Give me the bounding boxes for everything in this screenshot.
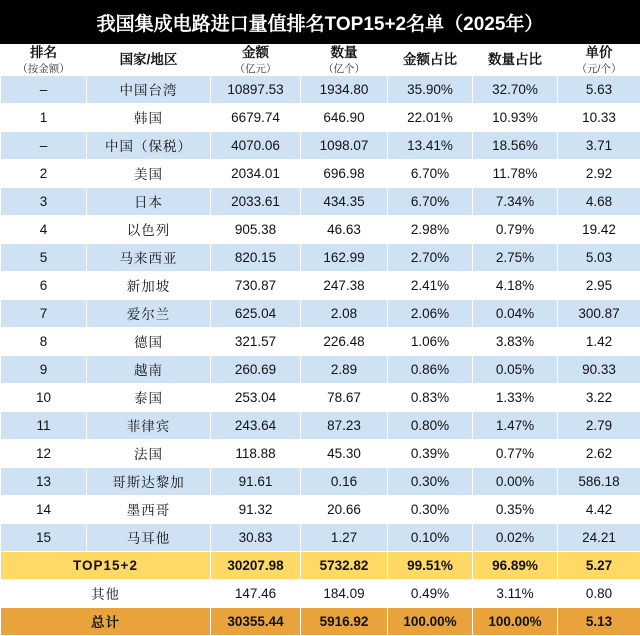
cell-quantity: 78.67 xyxy=(301,383,388,411)
summary-cell-unit-price: 5.13 xyxy=(558,607,640,635)
summary-cell-quantity-share: 96.89% xyxy=(473,551,558,579)
cell-amount: 260.69 xyxy=(211,355,301,383)
table-row xyxy=(1,271,640,299)
cell-country: 马耳他 xyxy=(87,523,211,551)
cell-rank: 13 xyxy=(1,467,87,495)
column-header-quantity: 数量 （亿个） xyxy=(301,45,388,76)
table-row xyxy=(1,495,640,523)
cell-quantity: 434.35 xyxy=(301,187,388,215)
cell-amount-share: 0.39% xyxy=(388,439,473,467)
table-row xyxy=(1,439,640,467)
summary-row xyxy=(1,551,640,579)
cell-quantity: 646.90 xyxy=(301,103,388,131)
summary-cell-quantity: 184.09 xyxy=(301,579,388,607)
cell-amount: 253.04 xyxy=(211,383,301,411)
column-header-rank: 排名 （按金额） xyxy=(1,45,87,76)
cell-unit-price: 5.03 xyxy=(558,243,640,271)
cell-unit-price: 3.22 xyxy=(558,383,640,411)
cell-quantity-share: 1.33% xyxy=(473,383,558,411)
cell-quantity-share: 0.79% xyxy=(473,215,558,243)
cell-rank: 11 xyxy=(1,411,87,439)
cell-amount: 91.32 xyxy=(211,495,301,523)
summary-row xyxy=(1,607,640,635)
summary-label: TOP15+2 xyxy=(1,551,211,579)
cell-unit-price: 4.68 xyxy=(558,187,640,215)
column-header-quantity-share: 数量占比 xyxy=(473,45,558,76)
cell-quantity: 2.89 xyxy=(301,355,388,383)
cell-amount-share: 6.70% xyxy=(388,159,473,187)
cell-rank: 5 xyxy=(1,243,87,271)
cell-unit-price: 10.33 xyxy=(558,103,640,131)
cell-quantity: 45.30 xyxy=(301,439,388,467)
table-row xyxy=(1,467,640,495)
cell-quantity-share: 10.93% xyxy=(473,103,558,131)
cell-quantity-share: 4.18% xyxy=(473,271,558,299)
cell-quantity: 20.66 xyxy=(301,495,388,523)
summary-cell-unit-price: 5.27 xyxy=(558,551,640,579)
cell-quantity: 1.27 xyxy=(301,523,388,551)
table-row xyxy=(1,103,640,131)
cell-country: 中国（保税） xyxy=(87,131,211,159)
cell-amount-share: 13.41% xyxy=(388,131,473,159)
cell-country: 马来西亚 xyxy=(87,243,211,271)
cell-unit-price: 2.62 xyxy=(558,439,640,467)
cell-country: 中国台湾 xyxy=(87,75,211,103)
cell-unit-price: 4.42 xyxy=(558,495,640,523)
table-header xyxy=(1,45,640,76)
cell-rank: 14 xyxy=(1,495,87,523)
cell-country: 德国 xyxy=(87,327,211,355)
cell-amount-share: 2.70% xyxy=(388,243,473,271)
table-row xyxy=(1,383,640,411)
cell-amount: 10897.53 xyxy=(211,75,301,103)
cell-amount: 118.88 xyxy=(211,439,301,467)
cell-country: 韩国 xyxy=(87,103,211,131)
cell-rank: 2 xyxy=(1,159,87,187)
cell-unit-price: 2.95 xyxy=(558,271,640,299)
cell-quantity: 2.08 xyxy=(301,299,388,327)
cell-amount: 91.61 xyxy=(211,467,301,495)
table-row xyxy=(1,187,640,215)
cell-rank: 8 xyxy=(1,327,87,355)
cell-rank: 9 xyxy=(1,355,87,383)
summary-cell-amount-share: 0.49% xyxy=(388,579,473,607)
cell-amount-share: 2.06% xyxy=(388,299,473,327)
table-row xyxy=(1,243,640,271)
cell-amount-share: 0.80% xyxy=(388,411,473,439)
cell-country: 爱尔兰 xyxy=(87,299,211,327)
summary-cell-amount: 147.46 xyxy=(211,579,301,607)
table-row xyxy=(1,355,640,383)
cell-rank: 7 xyxy=(1,299,87,327)
cell-unit-price: 1.42 xyxy=(558,327,640,355)
cell-quantity-share: 32.70% xyxy=(473,75,558,103)
cell-quantity-share: 0.00% xyxy=(473,467,558,495)
cell-country: 菲律宾 xyxy=(87,411,211,439)
cell-quantity-share: 0.05% xyxy=(473,355,558,383)
cell-quantity: 696.98 xyxy=(301,159,388,187)
summary-cell-amount-share: 100.00% xyxy=(388,607,473,635)
cell-unit-price: 19.42 xyxy=(558,215,640,243)
cell-country: 以色列 xyxy=(87,215,211,243)
cell-amount: 2033.61 xyxy=(211,187,301,215)
cell-country: 日本 xyxy=(87,187,211,215)
cell-amount-share: 22.01% xyxy=(388,103,473,131)
cell-rank: – xyxy=(1,75,87,103)
cell-amount-share: 1.06% xyxy=(388,327,473,355)
cell-amount: 321.57 xyxy=(211,327,301,355)
import-ranking-table xyxy=(0,44,640,636)
cell-quantity: 1098.07 xyxy=(301,131,388,159)
summary-cell-quantity: 5732.82 xyxy=(301,551,388,579)
cell-unit-price: 2.79 xyxy=(558,411,640,439)
cell-quantity: 162.99 xyxy=(301,243,388,271)
table-row xyxy=(1,131,640,159)
summary-cell-unit-price: 0.80 xyxy=(558,579,640,607)
cell-amount: 6679.74 xyxy=(211,103,301,131)
summary-cell-amount: 30207.98 xyxy=(211,551,301,579)
cell-unit-price: 5.63 xyxy=(558,75,640,103)
table-row xyxy=(1,299,640,327)
summary-label: 总计 xyxy=(1,607,211,635)
cell-quantity-share: 11.78% xyxy=(473,159,558,187)
summary-cell-quantity: 5916.92 xyxy=(301,607,388,635)
cell-rank: 10 xyxy=(1,383,87,411)
cell-country: 新加坡 xyxy=(87,271,211,299)
cell-quantity-share: 7.34% xyxy=(473,187,558,215)
cell-unit-price: 24.21 xyxy=(558,523,640,551)
cell-unit-price: 300.87 xyxy=(558,299,640,327)
cell-amount: 243.64 xyxy=(211,411,301,439)
cell-amount-share: 6.70% xyxy=(388,187,473,215)
cell-amount-share: 2.41% xyxy=(388,271,473,299)
cell-quantity-share: 3.83% xyxy=(473,327,558,355)
cell-country: 哥斯达黎加 xyxy=(87,467,211,495)
cell-amount-share: 0.30% xyxy=(388,467,473,495)
cell-country: 越南 xyxy=(87,355,211,383)
cell-amount-share: 0.83% xyxy=(388,383,473,411)
cell-quantity-share: 0.02% xyxy=(473,523,558,551)
summary-cell-quantity-share: 3.11% xyxy=(473,579,558,607)
cell-quantity-share: 0.04% xyxy=(473,299,558,327)
cell-rank: 3 xyxy=(1,187,87,215)
cell-amount-share: 2.98% xyxy=(388,215,473,243)
table-row xyxy=(1,75,640,103)
cell-quantity: 247.38 xyxy=(301,271,388,299)
table-row xyxy=(1,327,640,355)
cell-quantity-share: 18.56% xyxy=(473,131,558,159)
cell-unit-price: 2.92 xyxy=(558,159,640,187)
column-header-country: 国家/地区 xyxy=(87,45,211,76)
cell-rank: 1 xyxy=(1,103,87,131)
cell-amount: 2034.01 xyxy=(211,159,301,187)
cell-quantity: 87.23 xyxy=(301,411,388,439)
summary-cell-amount-share: 99.51% xyxy=(388,551,473,579)
cell-amount: 820.15 xyxy=(211,243,301,271)
cell-amount-share: 35.90% xyxy=(388,75,473,103)
cell-country: 泰国 xyxy=(87,383,211,411)
table-row xyxy=(1,159,640,187)
cell-rank: 6 xyxy=(1,271,87,299)
cell-amount: 4070.06 xyxy=(211,131,301,159)
page-title: 我国集成电路进口量值排名TOP15+2名单（2025年） xyxy=(0,0,640,44)
table-row xyxy=(1,215,640,243)
table-row xyxy=(1,411,640,439)
cell-rank: – xyxy=(1,131,87,159)
cell-unit-price: 3.71 xyxy=(558,131,640,159)
cell-unit-price: 90.33 xyxy=(558,355,640,383)
cell-rank: 15 xyxy=(1,523,87,551)
cell-amount: 730.87 xyxy=(211,271,301,299)
summary-cell-quantity-share: 100.00% xyxy=(473,607,558,635)
cell-rank: 4 xyxy=(1,215,87,243)
cell-amount-share: 0.86% xyxy=(388,355,473,383)
cell-amount: 625.04 xyxy=(211,299,301,327)
cell-rank: 12 xyxy=(1,439,87,467)
header-row xyxy=(1,45,640,76)
column-header-unit-price: 单价 （元/个） xyxy=(558,45,640,76)
summary-cell-amount: 30355.44 xyxy=(211,607,301,635)
cell-quantity: 0.16 xyxy=(301,467,388,495)
cell-amount-share: 0.30% xyxy=(388,495,473,523)
cell-quantity-share: 0.35% xyxy=(473,495,558,523)
cell-amount: 905.38 xyxy=(211,215,301,243)
cell-country: 墨西哥 xyxy=(87,495,211,523)
cell-unit-price: 586.18 xyxy=(558,467,640,495)
cell-country: 美国 xyxy=(87,159,211,187)
cell-quantity-share: 0.77% xyxy=(473,439,558,467)
cell-quantity: 226.48 xyxy=(301,327,388,355)
cell-quantity-share: 1.47% xyxy=(473,411,558,439)
cell-amount-share: 0.10% xyxy=(388,523,473,551)
table-body xyxy=(1,75,640,635)
table-row xyxy=(1,523,640,551)
cell-quantity: 1934.80 xyxy=(301,75,388,103)
cell-amount: 30.83 xyxy=(211,523,301,551)
summary-row xyxy=(1,579,640,607)
cell-quantity-share: 2.75% xyxy=(473,243,558,271)
summary-label: 其他 xyxy=(1,579,211,607)
cell-country: 法国 xyxy=(87,439,211,467)
cell-quantity: 46.63 xyxy=(301,215,388,243)
column-header-amount-share: 金额占比 xyxy=(388,45,473,76)
column-header-amount: 金额 （亿元） xyxy=(211,45,301,76)
